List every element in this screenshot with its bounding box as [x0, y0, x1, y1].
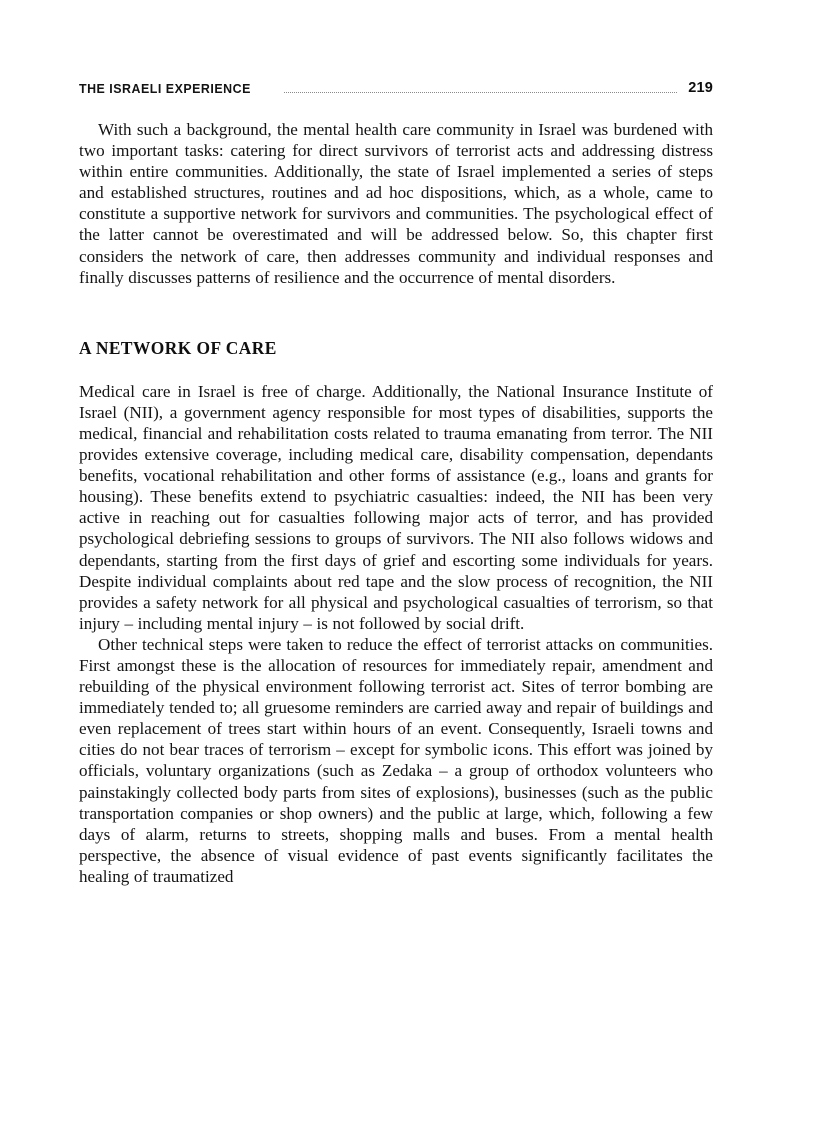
page-number: 219 [688, 80, 713, 96]
running-header-title: THE ISRAELI EXPERIENCE [79, 80, 251, 96]
paragraph-medical-care: Medical care in Israel is free of charge. Additionally, the National Insurance Institute of Israel (NII), a government agency responsible for most types of disabilities, supports the medical, financial and rehabilitation costs related to trauma emanating from terror. The NII provides extensive coverage, including medical care, disability compensation, dependants benefits, vocational rehabilitation and other forms of assistance (e.g., loans and grants for housing). These benefits extend to psychiatric casualties: indeed, the NII has been very active in reaching out for casualties following major acts of terror, and has provided psychological debriefing sessions to groups of survivors. The NII also follows widows and dependants, starting from the first days of grief and escorting some individuals for years. Despite individual complaints about red tape and the slow process of recognition, the NII provides a safety network for all physical and psychological casualties of terrorism, so that injury – including mental injury – is not followed by social drift. [79, 381, 713, 633]
paragraph-technical-steps: Other technical steps were taken to reduce the effect of terrorist attacks on communities. First amongst these is the allocation of resources for immediately repair, amendment and rebuilding of the physical environment following terrorist act. Sites of terror bombing are immediately tended to; all gruesome reminders are carried away and repair of buildings and even replacement of trees start within hours of an event. Consequently, Israeli towns and cities do not bear traces of terrorism – except for symbolic icons. This effort was joined by officials, voluntary organizations (such as Zedaka – a group of orthodox volunteers who painstakingly collected body parts from sites of explosions), businesses (such as the public transportation companies or shop owners) and the public at large, which, following a few days of alarm, returns to streets, shopping malls and buses. From a mental health perspective, the absence of visual evidence of past events significantly facilitates the healing of traumatized [79, 634, 713, 886]
header-divider-rule [284, 92, 677, 93]
spacer-after-heading [79, 359, 713, 381]
paragraph-intro: With such a background, the mental health care community in Israel was burdened with two important tasks: catering for direct survivors of terrorist acts and addressing distress within entire communities. Additionally, the state of Israel implemented a series of steps and established structures, routines and ad hoc dispositions, which, as a whole, came to constitute a supportive network for survivors and communities. The psychological effect of the latter cannot be overestimated and will be addressed below. So, this chapter first considers the network of care, then addresses community and individual responses and finally discusses patterns of resilience and the occurrence of mental disorders. [79, 120, 713, 287]
text-column [79, 119, 713, 887]
running-header [79, 78, 713, 98]
section-heading-network-of-care: A NETWORK OF CARE [79, 337, 277, 358]
spacer-before-heading [79, 288, 713, 338]
